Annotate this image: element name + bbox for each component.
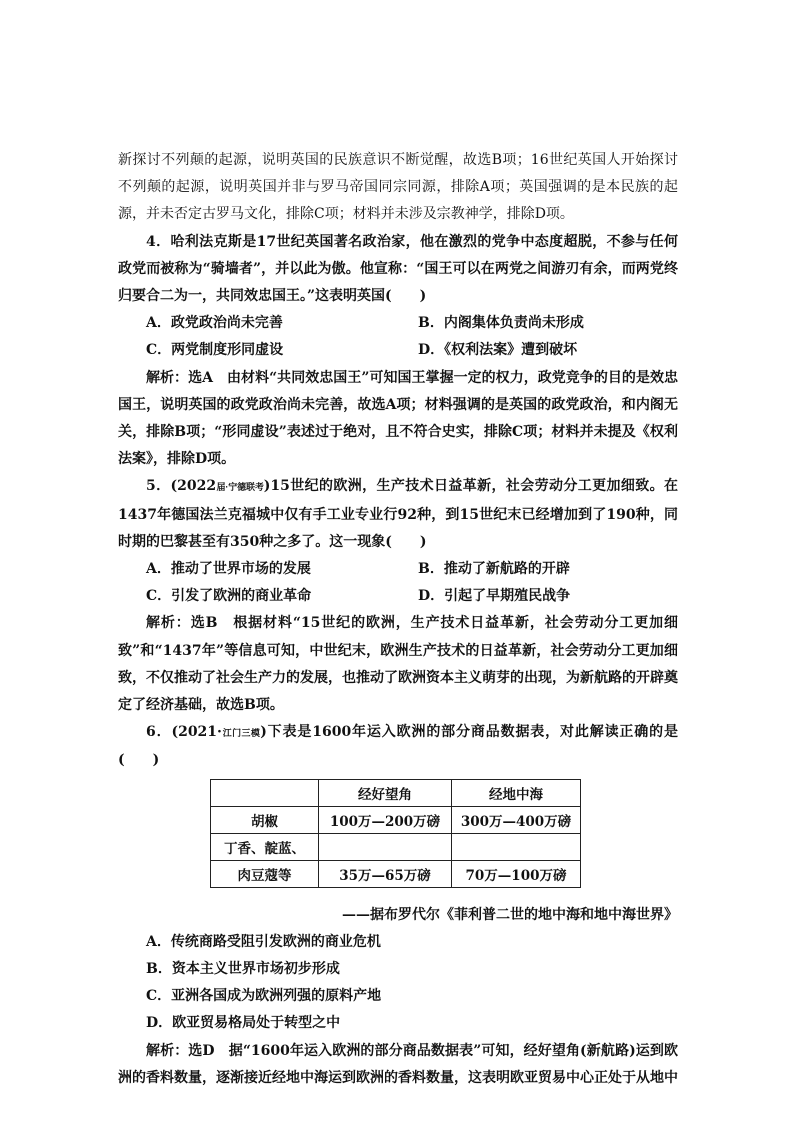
- q6-option-b: B．资本主义世界市场初步形成: [146, 961, 340, 978]
- table-cell: 丁香、靛蓝、: [211, 833, 319, 860]
- q5-option-c: C．引发了欧洲的商业革命: [146, 588, 312, 605]
- table-cell: 肉豆蔻等: [211, 860, 319, 887]
- q5-stem-text: )15世纪的欧洲，生产技术日益革新，社会劳动分工更加细致。在1437年德国法兰克福城中仅有手工业专业行92种，到15世纪末已经增加到了190种，同时期的巴黎甚至有350种之多了。这一现象( ): [118, 478, 678, 550]
- question-5-options: [118, 556, 678, 610]
- continued-analysis: 新探讨不列颠的起源，说明英国的民族意识不断觉醒，故选B项；16世纪英国人开始探讨不列颠的起源，说明英国并非与罗马帝国同宗同源，排除A项；英国强调的是本民族的起源，并未否定古罗马文化，排除C项；材料并未涉及宗教神学，排除D项。: [118, 152, 678, 223]
- table-header-cell: 经地中海: [452, 779, 581, 806]
- table-source-credit: ——据布罗代尔《菲利普二世的地中海和地中海世界》: [342, 906, 678, 923]
- table-header-row: [211, 779, 581, 806]
- q4-option-b: B．内阁集体负责尚未形成: [418, 315, 584, 332]
- table-cell: 300万—400万磅: [452, 806, 581, 833]
- table-cell: [319, 833, 452, 860]
- q6-source: 江门三模: [221, 728, 261, 739]
- table-header-cell: [211, 779, 319, 806]
- document-body: [118, 147, 678, 1092]
- q6-option-a: A．传统商路受阻引发欧洲的商业危机: [146, 933, 381, 950]
- q6-option-c: C．亚洲各国成为欧洲列强的原料产地: [146, 988, 382, 1005]
- table-row: [211, 806, 581, 833]
- table-cell: 100万—200万磅: [319, 806, 452, 833]
- question-5-analysis: 解析：选B 根据材料“15世纪的欧洲，生产技术日益革新，社会劳动分工更加细致”和“1437年”等信息可知，中世纪末，欧洲生产技术的日益革新，社会劳动分工更加细致，不仅推动了社会生产力的发展，也推动了欧洲资本主义萌芽的出现，为新航路的开辟奠定了经济基础，故选B项。: [118, 615, 678, 714]
- q5-number: 5．(2022: [146, 478, 217, 495]
- table-cell: 35万—65万磅: [319, 860, 452, 887]
- table-cell: [452, 833, 581, 860]
- q4-option-d: D．《权利法案》遭到破坏: [418, 342, 578, 359]
- q4-option-a: A．政党政治尚未完善: [146, 315, 283, 332]
- q6-option-d: D．欧亚贸易格局处于转型之中: [146, 1015, 341, 1032]
- q6-stem-text: )下表是1600年运入欧洲的部分商品数据表，对此解读正确的是( ): [118, 724, 678, 769]
- question-6-stem: [118, 719, 678, 774]
- question-4-stem: 4．哈利法克斯是17世纪英国著名政治家，他在激烈的党争中态度超脱，不参与任何政党而被称为“骑墙者”，并以此为傲。他宣称：“国王可以在两党之间游刃有余，而两党终归要合二为一，共同效忠国王。”这表明英国( ): [118, 233, 678, 305]
- spice-data-table: [210, 779, 581, 888]
- q5-option-d: D．引起了早期殖民战争: [418, 588, 571, 605]
- q6-number: 6．(2021·: [146, 724, 222, 741]
- table-row: [211, 860, 581, 887]
- table-cell: 胡椒: [211, 806, 319, 833]
- q4-option-c: C．两党制度形同虚设: [146, 342, 284, 359]
- question-6-analysis: 解析：选D 据“1600年运入欧洲的部分商品数据表”可知，经好望角(新航路)运到欧洲的香料数量，逐渐接近经地中海运到欧洲的香料数量，这表明欧亚贸易中心正处于从地中: [118, 1042, 678, 1086]
- question-5-stem: [118, 473, 678, 556]
- table-cell: 70万—100万磅: [452, 860, 581, 887]
- q5-option-b: B．推动了新航路的开辟: [418, 561, 570, 578]
- question-4-analysis: 解析：选A 由材料“共同效忠国王”可知国王掌握一定的权力，政党竞争的目的是效忠国王，说明英国的政党政治尚未完善，故选A项；材料强调的是英国的政党政治，和内阁无关，排除B项；“形同虚设”表述过于绝对，且不符合史实，排除C项；材料并未提及《权利法案》，排除D项。: [118, 369, 678, 468]
- q5-source: 届·宁德联考: [216, 482, 264, 493]
- question-4-options: [118, 310, 678, 364]
- table-header-cell: 经好望角: [319, 779, 452, 806]
- q5-option-a: A．推动了世界市场的发展: [146, 561, 311, 578]
- table-row: [211, 833, 581, 860]
